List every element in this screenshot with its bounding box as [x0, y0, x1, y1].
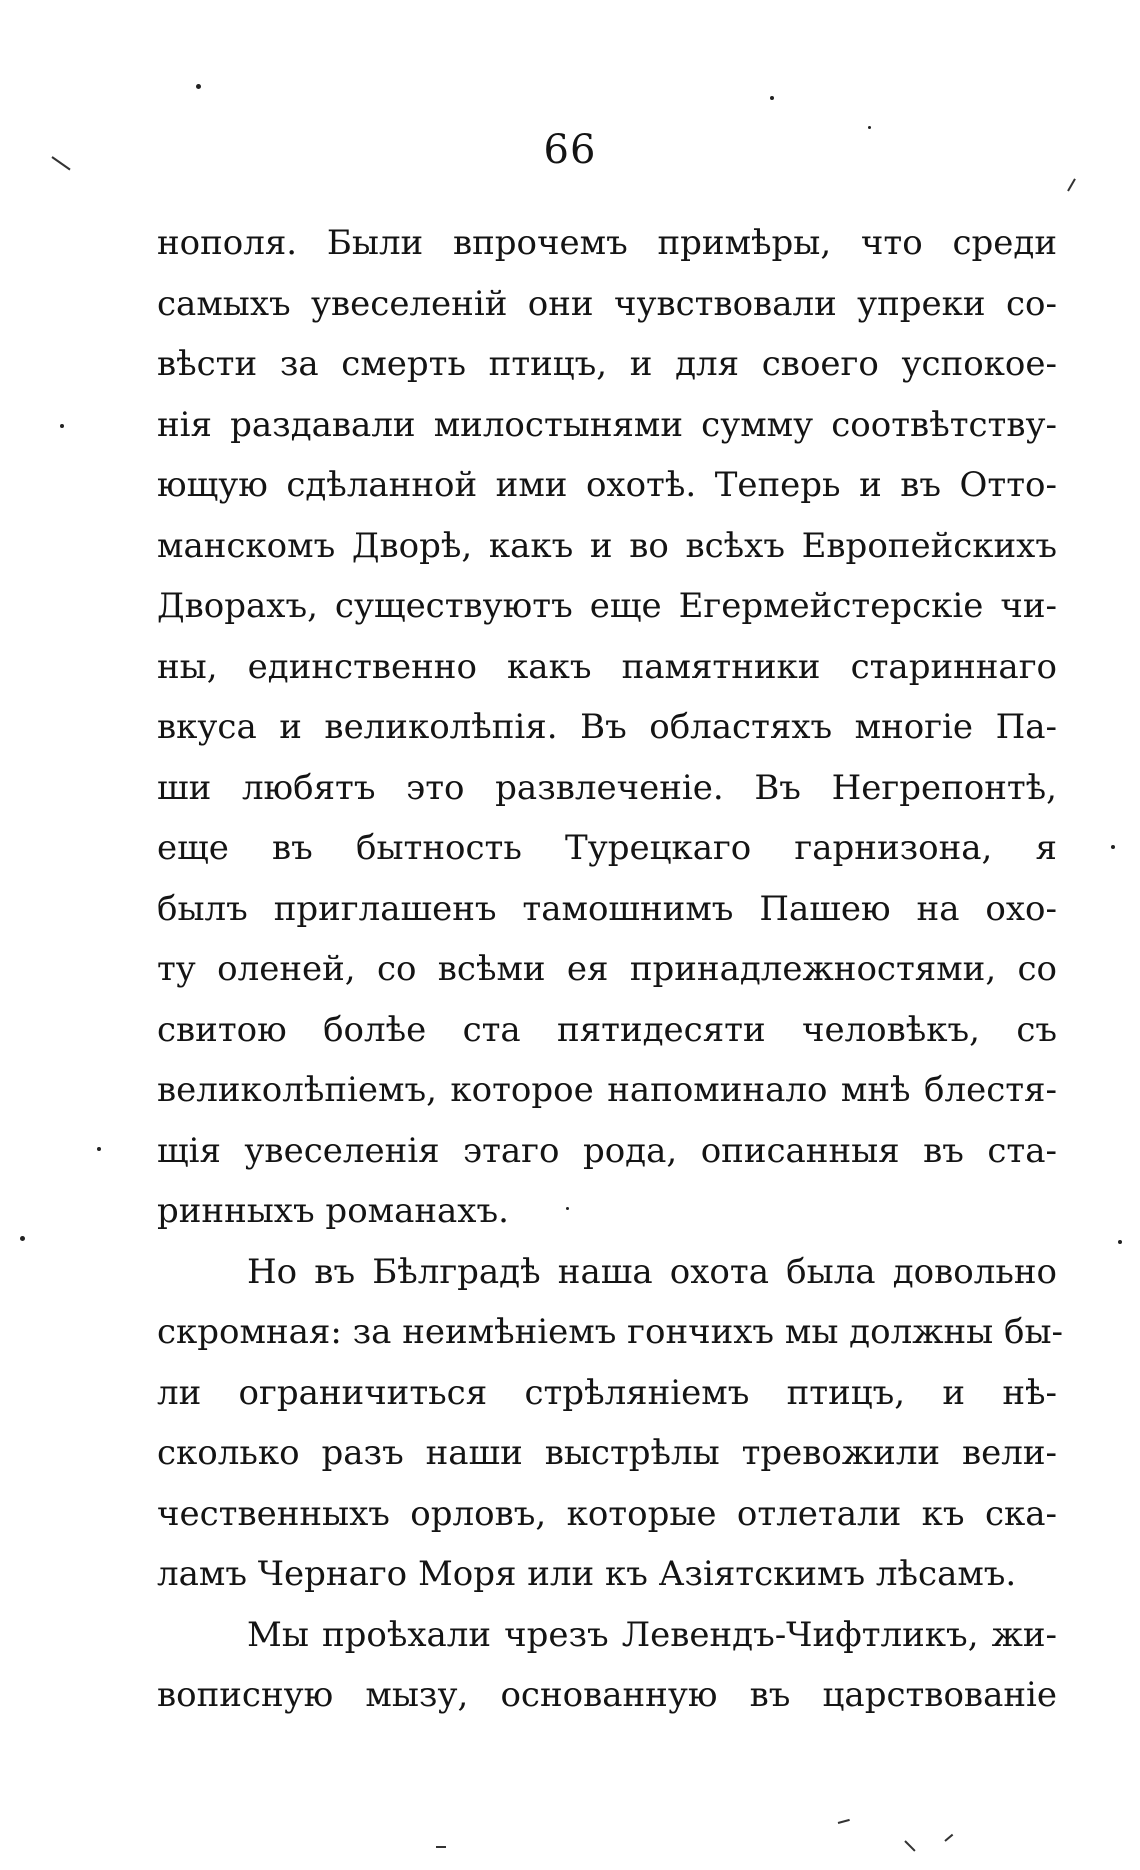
text-line: ринныхъ романахъ.: [157, 1191, 509, 1231]
scan-mark: [944, 1834, 953, 1842]
text-line: вописную мызу, основанную въ царствованіе: [157, 1675, 1057, 1715]
text-body: [157, 213, 1064, 1726]
text-line: великолѣпіемъ, которое напоминало мнѣ блестя-: [157, 1070, 1057, 1110]
text-line: щія увеселенія этаго рода, описанныя въ ста-: [157, 1130, 1057, 1171]
scan-speck: [1118, 1240, 1122, 1244]
text-line: Но въ Бѣлградѣ наша охота была довольно: [247, 1251, 1057, 1292]
scan-mark: [838, 1819, 850, 1824]
scan-speck: [196, 84, 201, 89]
scan-mark: [1067, 178, 1076, 191]
scan-speck: [566, 1207, 569, 1210]
text-line: ющую сдѣланной ими охотѣ. Теперь и въ Отто-: [157, 465, 1057, 505]
text-line: чественныхъ орловъ, которые отлетали къ ска-: [157, 1493, 1057, 1534]
text-line: сколько разъ наши выстрѣлы тревожили вели-: [157, 1433, 1057, 1473]
text-line: вкуса и великолѣпія. Въ областяхъ многіе Па-: [157, 707, 1057, 747]
paragraph-2: [157, 1242, 1064, 1605]
text-line: ли ограничиться стрѣляніемъ птицъ, и нѣ-: [157, 1372, 1057, 1413]
scan-mark: [904, 1840, 915, 1851]
paragraph-3: [157, 1605, 1057, 1726]
scan-mark: [436, 1846, 446, 1848]
text-line: Мы проѣхали чрезъ Левендъ-Чифтликъ, жи-: [247, 1614, 1057, 1655]
text-line: вѣсти за смерть птицъ, и для своего успокое-: [157, 344, 1057, 384]
scan-speck: [97, 1147, 101, 1151]
text-line: свитою болѣе ста пятидесяти человѣкъ, съ: [157, 1009, 1057, 1050]
text-line: самыхъ увеселеній они чувствовали упреки со-: [157, 283, 1057, 324]
text-line: ламъ Чернаго Моря или къ Азіятскимъ лѣсамъ.: [157, 1554, 1017, 1594]
text-line: ши любятъ это развлеченіе. Въ Негрепонтѣ,: [157, 767, 1057, 808]
text-line: еще въ бытность Турецкаго гарнизона, я: [157, 828, 1057, 868]
text-line: нія раздавали милостынями сумму соотвѣтству-: [157, 404, 1057, 445]
text-line: ту оленей, со всѣми ея принадлежностями, со: [157, 949, 1057, 989]
paragraph-1: [157, 213, 1057, 1242]
scan-speck: [20, 1236, 25, 1241]
text-line: былъ приглашенъ тамошнимъ Пашею на охо-: [157, 888, 1057, 929]
scan-speck: [60, 424, 64, 428]
text-line: ны, единственно какъ памятники стариннаго: [157, 646, 1057, 687]
scan-speck: [868, 126, 871, 129]
page-number: 66: [543, 127, 597, 173]
text-line: Дворахъ, существуютъ еще Егермейстерскіе чи-: [157, 586, 1057, 626]
text-line: скромная: за неимѣніемъ гончихъ мы должны бы-: [157, 1312, 1064, 1352]
text-line: манскомъ Дворѣ, какъ и во всѣхъ Европейскихъ: [157, 525, 1057, 566]
scan-speck: [1111, 845, 1115, 849]
text-line: нополя. Были впрочемъ примѣры, что среди: [157, 223, 1057, 263]
scan-speck: [770, 96, 774, 100]
